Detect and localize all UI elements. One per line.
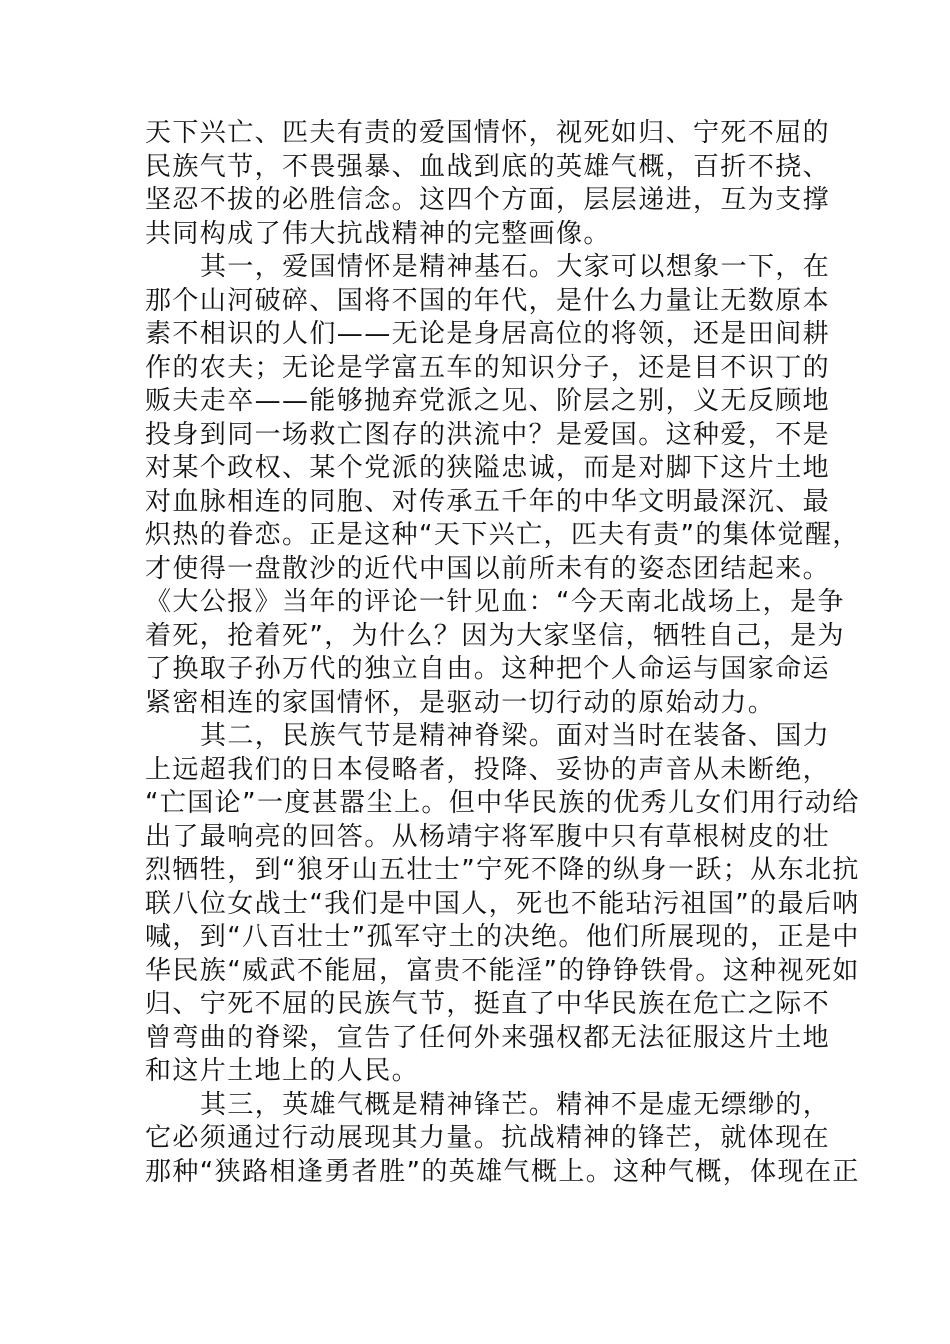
text-line: 其一，爱国情怀是精神基石。大家可以想象一下，在 xyxy=(200,252,831,282)
paragraph xyxy=(145,1089,860,1190)
text-line: 对某个政权、某个党派的狭隘忠诚，而是对脚下这片土地 xyxy=(145,453,831,483)
text-line: 华民族“威武不能屈，富贵不能淫”的铮铮铁骨。这种视死如 xyxy=(145,955,860,986)
text-line: 烈牺牲，到“狼牙山五壮士”宁死不降的纵身一跃；从东北抗 xyxy=(145,855,860,885)
text-line: 投身到同一场救亡图存的洪流中？是爱国。这种爱，不是 xyxy=(145,419,831,450)
text-line: 了换取子孙万代的独立自由。这种把个人命运与国家命运 xyxy=(145,654,831,684)
paragraph xyxy=(145,720,860,1089)
text-line: 炽热的眷恋。正是这种“天下兴亡，匹夫有责”的集体觉醒， xyxy=(145,520,860,550)
text-line: 那个山河破碎、国将不国的年代，是什么力量让无数原本 xyxy=(145,285,831,316)
text-line: 紧密相连的家国情怀，是驱动一切行动的原始动力。 xyxy=(145,687,776,718)
text-line: 其三，英雄气概是精神锋芒。精神不是虚无缥缈的， xyxy=(200,1089,831,1120)
text-line: 天下兴亡、匹夫有责的爱国情怀，视死如归、宁死不屈的 xyxy=(145,118,831,148)
text-line: 那种“狭路相逢勇者胜”的英雄气概上。这种气概，体现在正 xyxy=(145,1156,860,1187)
text-line: 它必须通过行动展现其力量。抗战精神的锋芒，就体现在 xyxy=(145,1123,831,1153)
text-line: 其二，民族气节是精神脊梁。面对当时在装备、国力 xyxy=(200,721,831,751)
text-line: 才使得一盘散沙的近代中国以前所未有的姿态团结起来。 xyxy=(145,553,831,584)
text-line: 民族气节，不畏强暴、血战到底的英雄气概，百折不挠、 xyxy=(145,151,831,182)
text-line: 作的农夫；无论是学富五车的知识分子，还是目不识丁的 xyxy=(145,352,831,383)
text-line: 共同构成了伟大抗战精神的完整画像。 xyxy=(145,218,611,249)
text-line: 上远超我们的日本侵略者，投降、妥协的声音从未断绝， xyxy=(145,754,831,785)
document-page xyxy=(145,117,860,1189)
text-line: 对血脉相连的同胞、对传承五千年的中华文明最深沉、最 xyxy=(145,486,831,517)
paragraph xyxy=(145,117,831,251)
text-line: 曾弯曲的脊梁，宣告了任何外来强权都无法征服这片土地 xyxy=(145,1022,831,1053)
text-line: “亡国论”一度甚嚣尘上。但中华民族的优秀儿女们用行动给 xyxy=(145,788,860,818)
text-line: 着死，抢着死”，为什么？因为大家坚信，牺牲自己，是为 xyxy=(145,620,845,651)
text-line: 《大公报》当年的评论一针见血：“今天南北战场上，是争 xyxy=(145,587,845,617)
text-line: 喊，到“八百壮士”孤军守土的决绝。他们所展现的，正是中 xyxy=(145,922,860,952)
text-line: 贩夫走卒——能够抛弃党派之见、阶层之别，义无反顾地 xyxy=(145,386,831,416)
text-line: 坚忍不拔的必胜信念。这四个方面，层层递进，互为支撑 xyxy=(145,185,831,215)
text-line: 素不相识的人们——无论是身居高位的将领，还是田间耕 xyxy=(145,319,831,349)
text-line: 和这片土地上的人民。 xyxy=(145,1056,420,1086)
text-line: 出了最响亮的回答。从杨靖宇将军腹中只有草根树皮的壮 xyxy=(145,821,831,852)
text-line: 归、宁死不屈的民族气节，挺直了中华民族在危亡之际不 xyxy=(145,989,831,1019)
text-line: 联八位女战士“我们是中国人，死也不能玷污祖国”的最后呐 xyxy=(145,888,860,919)
paragraph xyxy=(145,251,860,720)
